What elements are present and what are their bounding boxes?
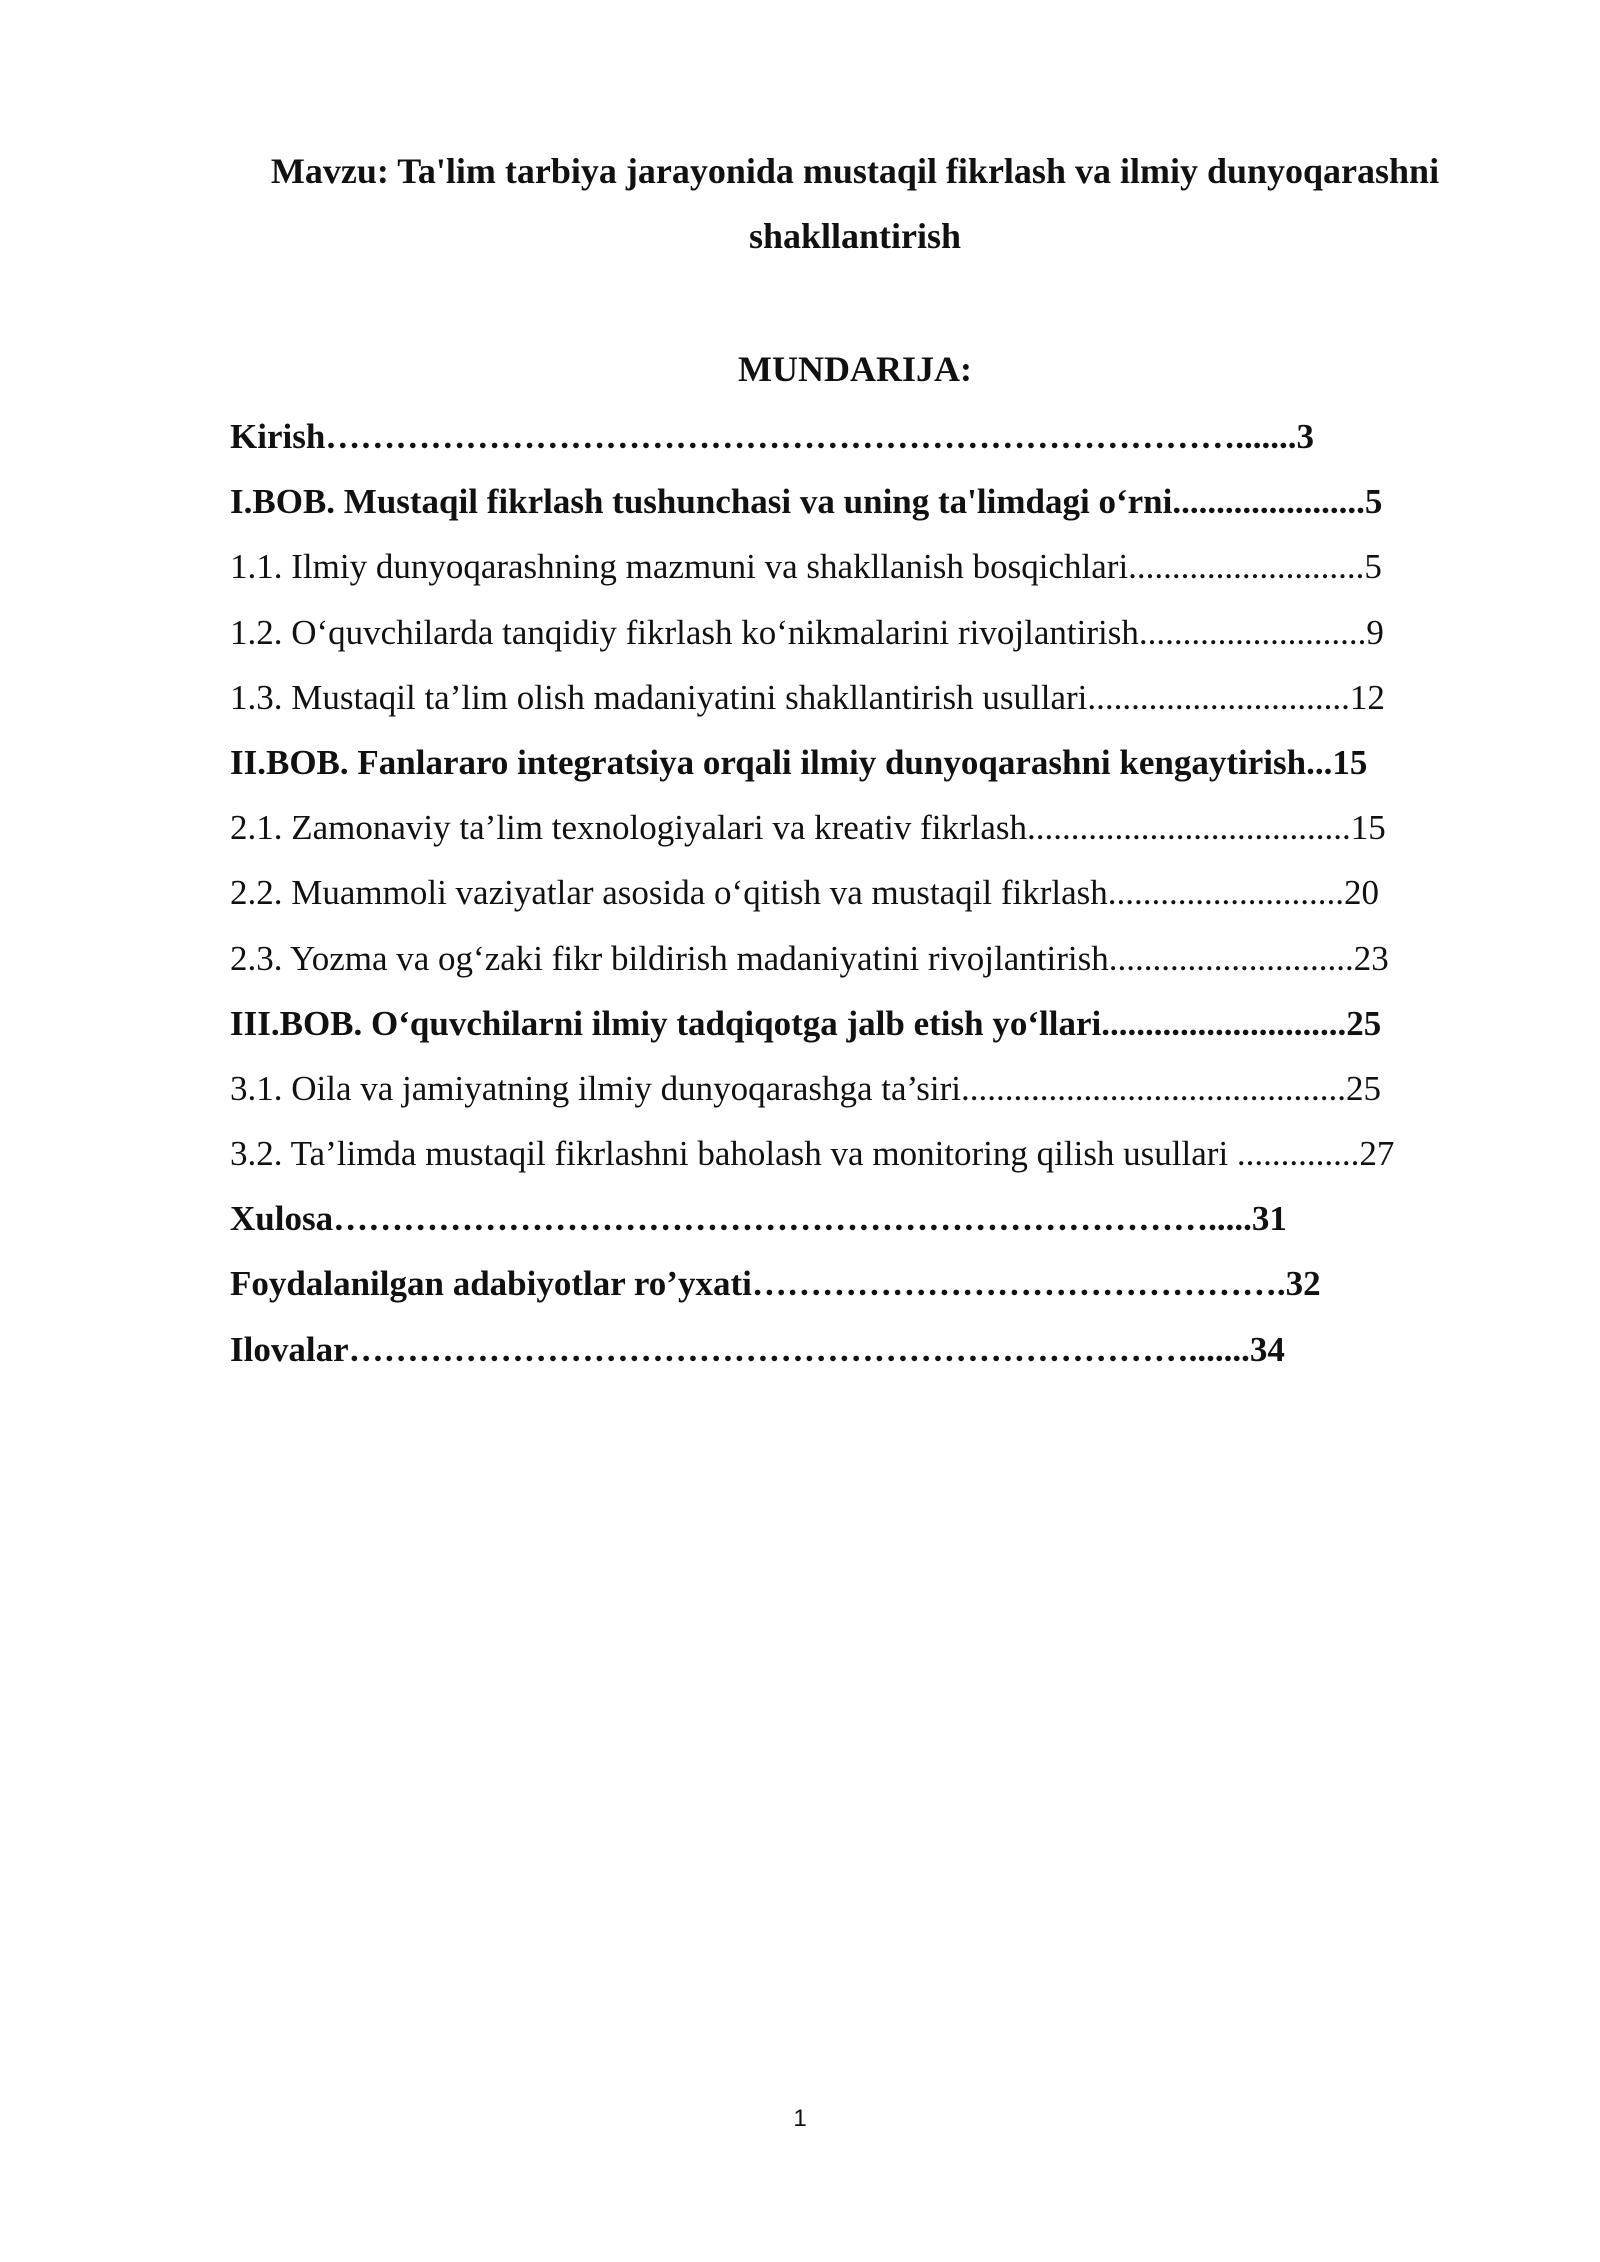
toc-chapter-entry: Kirish…………………………………………………………………….......3: [230, 417, 1315, 456]
toc-chapter-entry: Xulosa………………………………………………………………….....31: [230, 1199, 1287, 1239]
toc-chapter-entry: Foydalanilgan adabiyotlar ro’yxati……………………………………….32: [230, 1264, 1321, 1304]
toc-chapter-entry: Ilovalar……………………………………………………………….......34: [230, 1329, 1285, 1369]
toc-section-entry: 1.3. Mustaqil ta’lim olish madaniyatini shakllantirish usullari..............................12: [230, 677, 1385, 717]
toc-section-entry: 1.2. O‘quvchilarda tanqidiy fikrlash ko‘nikmalarini rivojlantirish..........................9: [230, 612, 1384, 652]
toc-chapter-entry: II.BOB. Fanlararo integratsiya orqali ilmiy dunyoqarashni kengaytirish...15: [230, 742, 1368, 782]
page-number: 1: [793, 2105, 807, 2132]
toc-section-entry: 1.1. Ilmiy dunyoqarashning mazmuni va shakllanish bosqichlari...........................5: [230, 547, 1382, 587]
table-of-contents: [230, 412, 1520, 1390]
toc-heading: MUNDARIJA:: [738, 349, 972, 389]
document-title-line-2: shakllantirish: [748, 216, 962, 256]
toc-chapter-entry: I.BOB. Mustaqil fikrlash tushunchasi va uning ta'limdagi o‘rni......................5: [230, 482, 1383, 522]
toc-section-entry: 2.2. Muammoli vaziyatlar asosida o‘qitish va mustaqil fikrlash...........................20: [230, 873, 1380, 913]
toc-section-entry: 3.1. Oila va jamiyatning ilmiy dunyoqarashga ta’siri............................................25: [230, 1068, 1381, 1108]
toc-section-entry: 3.2. Ta’limda mustaqil fikrlashni baholash va monitoring qilish usullari ..............27: [230, 1134, 1395, 1174]
document-title-line-1: Mavzu: Ta'lim tarbiya jarayonida mustaqil fikrlash va ilmiy dunyoqarashni: [270, 151, 1440, 191]
toc-section-entry: 2.3. Yozma va og‘zaki fikr bildirish madaniyatini rivojlantirish............................23: [230, 938, 1389, 978]
toc-chapter-entry: III.BOB. O‘quvchilarni ilmiy tadqiqotga jalb etish yo‘llari............................25: [230, 1003, 1382, 1043]
toc-section-entry: 2.1. Zamonaviy ta’lim texnologiyalari va kreativ fikrlash.....................................15: [230, 808, 1386, 848]
